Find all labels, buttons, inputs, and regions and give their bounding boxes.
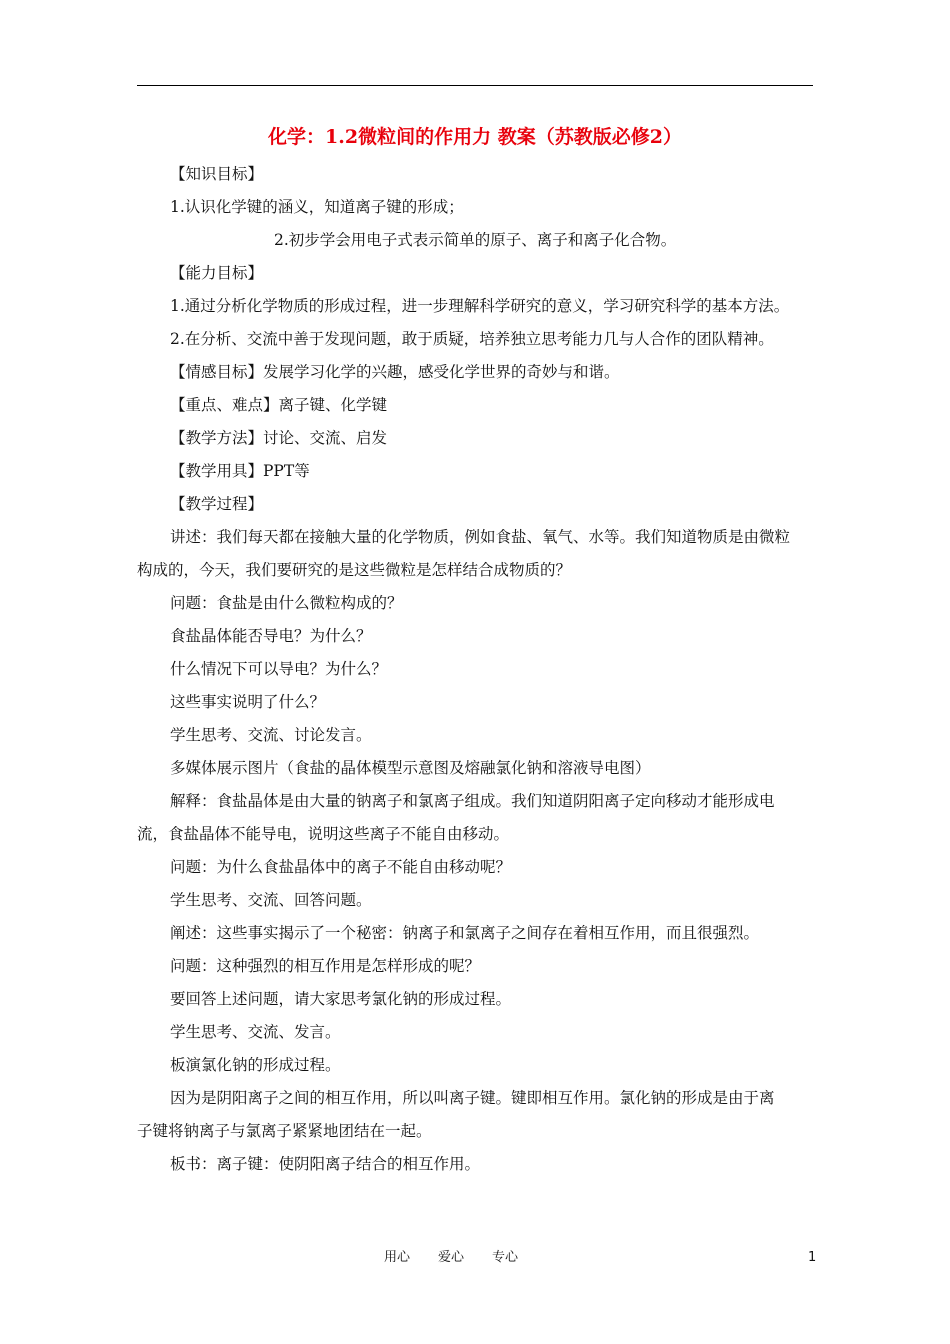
text-line: 【教学过程】 <box>170 495 264 513</box>
page-number: 1 <box>808 1250 817 1265</box>
text-line: 板演氯化钠的形成过程。 <box>170 1056 341 1074</box>
document-body <box>137 158 817 1181</box>
text-line: 解释：食盐晶体是由大量的钠离子和氯离子组成。我们知道阴阳离子定向移动才能形成电 <box>170 792 775 810</box>
text-line: 构成的，今天，我们要研究的是这些微粒是怎样结合成物质的？ <box>137 561 572 579</box>
text-line: 讲述：我们每天都在接触大量的化学物质，例如食盐、氧气、水等。我们知道物质是由微粒 <box>170 528 791 546</box>
text-line: 1.认识化学键的涵义，知道离子键的形成； <box>170 198 464 216</box>
footer-word: 爱心 <box>438 1250 465 1265</box>
text-line: 学生思考、交流、发言。 <box>170 1023 341 1041</box>
text-line: 子键将钠离子与氯离子紧紧地团结在一起。 <box>137 1122 432 1140</box>
text-line: 问题：为什么食盐晶体中的离子不能自由移动呢？ <box>170 858 512 876</box>
text-line: 【教学用具】PPT等 <box>170 462 310 480</box>
text-line: 【知识目标】 <box>170 165 264 183</box>
text-line: 板书：离子键：使阴阳离子结合的相互作用。 <box>170 1155 481 1173</box>
text-line: 流，食盐晶体不能导电，说明这些离子不能自由移动。 <box>137 825 510 843</box>
text-line: 1.通过分析化学物质的形成过程，进一步理解科学研究的意义，学习研究科学的基本方法。 <box>170 297 790 315</box>
text-line: 学生思考、交流、回答问题。 <box>170 891 372 909</box>
text-line: 问题：这种强烈的相互作用是怎样形成的呢？ <box>170 957 481 975</box>
text-line: 【教学方法】讨论、交流、启发 <box>170 429 388 447</box>
text-line: 食盐晶体能否导电？为什么？ <box>170 627 372 645</box>
text-line: 什么情况下可以导电？为什么？ <box>170 660 388 678</box>
header-rule <box>137 85 813 86</box>
text-line: 因为是阴阳离子之间的相互作用，所以叫离子键。键即相互作用。氯化钠的形成是由于离 <box>170 1089 775 1107</box>
text-line: 学生思考、交流、讨论发言。 <box>170 726 372 744</box>
text-line: 2.初步学会用电子式表示简单的原子、离子和离子化合物。 <box>274 231 677 249</box>
page-title: 化学：1.2微粒间的作用力 教案（苏教版必修2） <box>268 126 682 148</box>
text-line: 【情感目标】发展学习化学的兴趣，感受化学世界的奇妙与和谐。 <box>170 363 620 381</box>
footer-motto <box>384 1248 546 1268</box>
footer-word: 用心 <box>384 1250 411 1265</box>
text-line: 要回答上述问题，请大家思考氯化钠的形成过程。 <box>170 990 512 1008</box>
text-line: 【重点、难点】离子键、化学键 <box>170 396 388 414</box>
text-line: 问题：食盐是由什么微粒构成的？ <box>170 594 403 612</box>
text-line: 2.在分析、交流中善于发现问题，敢于质疑，培养独立思考能力几与人合作的团队精神。 <box>170 330 774 348</box>
text-line: 阐述：这些事实揭示了一个秘密：钠离子和氯离子之间存在着相互作用，而且很强烈。 <box>170 924 760 942</box>
footer-word: 专心 <box>492 1250 519 1265</box>
text-line: 【能力目标】 <box>170 264 264 282</box>
text-line: 这些事实说明了什么？ <box>170 693 326 711</box>
text-line: 多媒体展示图片（食盐的晶体模型示意图及熔融氯化钠和溶液导电图） <box>170 759 651 777</box>
